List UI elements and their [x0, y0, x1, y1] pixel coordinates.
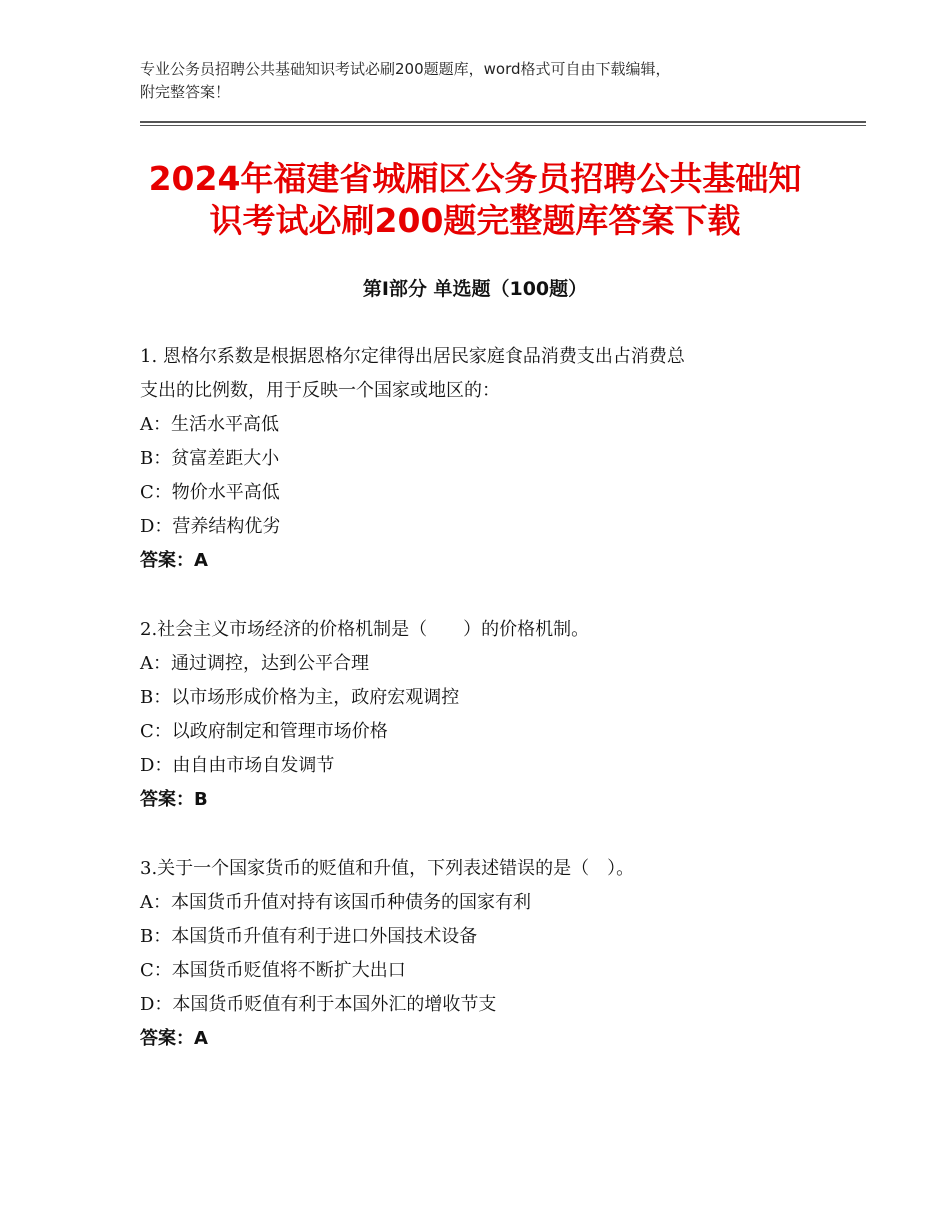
question-1 — [140, 340, 820, 578]
question-stem-line-1: 1. 恩格尔系数是根据恩格尔定律得出居民家庭食品消费支出占消费总 — [140, 346, 685, 367]
document-title — [100, 158, 850, 242]
option-c: C：以政府制定和管理市场价格 — [140, 721, 388, 742]
option-a: A：本国货币升值对持有该国币种债务的国家有利 — [140, 892, 531, 913]
answer: 答案：B — [140, 789, 208, 810]
option-b: B：以市场形成价格为主，政府宏观调控 — [140, 687, 460, 708]
option-d: D：营养结构优劣 — [140, 516, 281, 537]
question-stem-line-1: 3.关于一个国家货币的贬值和升值，下列表述错误的是（ ）。 — [140, 858, 635, 879]
question-stem-line-2: 支出的比例数，用于反映一个国家或地区的： — [140, 380, 500, 401]
option-b: B：本国货币升值有利于进口外国技术设备 — [140, 926, 478, 947]
section-heading: 第Ⅰ部分 单选题（100题） — [362, 278, 588, 300]
option-d: D：由自由市场自发调节 — [140, 755, 335, 776]
question-stem-line-1: 2.社会主义市场经济的价格机制是（ ）的价格机制。 — [140, 619, 590, 640]
option-b: B：贫富差距大小 — [140, 448, 280, 469]
header-note — [140, 58, 830, 104]
header-note-line-2: 附完整答案！ — [140, 83, 231, 101]
question-2 — [140, 613, 820, 817]
header-divider — [140, 121, 866, 126]
header-note-line-1: 专业公务员招聘公共基础知识考试必刷200题题库，word格式可自由下载编辑， — [140, 60, 671, 78]
answer: 答案：A — [140, 1028, 208, 1049]
answer: 答案：A — [140, 550, 208, 571]
question-3 — [140, 852, 820, 1056]
document-title-line-1: 2024年福建省城厢区公务员招聘公共基础知 — [148, 159, 802, 198]
option-a: A：生活水平高低 — [140, 414, 279, 435]
option-c: C：本国货币贬值将不断扩大出口 — [140, 960, 406, 981]
option-c: C：物价水平高低 — [140, 482, 280, 503]
option-a: A：通过调控，达到公平合理 — [140, 653, 369, 674]
option-d: D：本国货币贬值有利于本国外汇的增收节支 — [140, 994, 497, 1015]
document-title-line-2: 识考试必刷200题完整题库答案下载 — [209, 201, 741, 240]
